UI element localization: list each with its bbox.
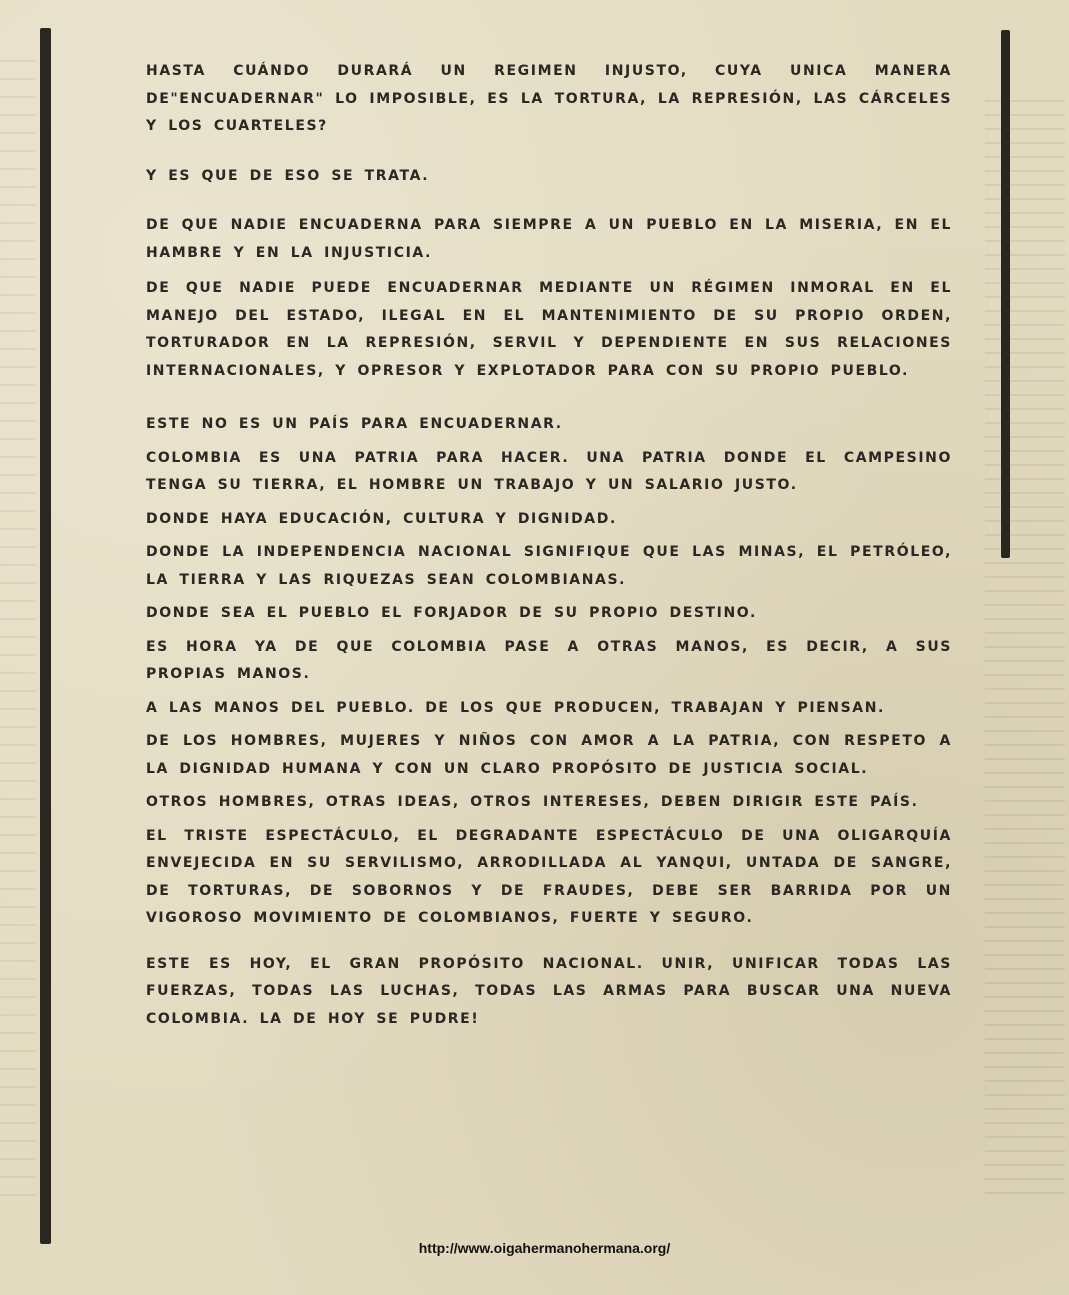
paragraph-2: Y ES QUE DE ESO SE TRATA. bbox=[146, 167, 430, 184]
paragraph-1: HASTA CUÁNDO DURARÁ UN REGIMEN INJUSTO, CUYA UNICA MANERA DE"ENCUADERNAR" LO IMPOSIBLE, ES LA TORTURA, LA REPRESIÓN, LAS CÁRCELES Y LOS CUARTELES? bbox=[146, 63, 952, 134]
article-body bbox=[146, 58, 952, 1033]
paragraph-10: ES HORA YA DE QUE COLOMBIA PASE A OTRAS MANOS, ES DECIR, A SUS PROPIAS MANOS. bbox=[146, 638, 952, 682]
paragraph-12: DE LOS HOMBRES, MUJERES Y NIÑOS CON AMOR A LA PATRIA, CON RESPETO A LA DIGNIDAD HUMANA Y CON UN CLARO PROPÓSITO DE JUSTICIA SOCIAL. bbox=[146, 733, 952, 777]
paragraph-6: COLOMBIA ES UNA PATRIA PARA HACER. UNA PATRIA DONDE EL CAMPESINO TENGA SU TIERRA, EL HOMBRE UN TRABAJO Y UN SALARIO JUSTO. bbox=[146, 449, 952, 493]
bleed-through-right bbox=[985, 100, 1065, 1200]
right-border-rule bbox=[1001, 30, 1010, 558]
paragraph-13: OTROS HOMBRES, OTRAS IDEAS, OTROS INTERESES, DEBEN DIRIGIR ESTE PAÍS. bbox=[146, 794, 919, 810]
paragraph-7: DONDE HAYA EDUCACIÓN, CULTURA Y DIGNIDAD. bbox=[146, 510, 617, 527]
paragraph-8: DONDE LA INDEPENDENCIA NACIONAL SIGNIFIQUE QUE LAS MINAS, EL PETRÓLEO, LA TIERRA Y LAS RIQUEZAS SEAN COLOMBIANAS. bbox=[146, 544, 952, 588]
footer-url: http://www.oigahermanohermana.org/ bbox=[418, 1240, 671, 1256]
left-border-rule bbox=[40, 28, 51, 1244]
paragraph-14: EL TRISTE ESPECTÁCULO, EL DEGRADANTE ESPECTÁCULO DE UNA OLIGARQUÍA ENVEJECIDA EN SU SERVILISMO, ARRODILLADA AL YANQUI, UNTADA DE SANGRE, DE TORTURAS, DE SOBORNOS Y DE FRAUDES, DEBE SER BARRIDA POR UN VIGOROSO MOVIMIENTO DE COLOMBIANOS, FUERTE Y SEGURO. bbox=[146, 827, 952, 926]
paragraph-5: ESTE NO ES UN PAÍS PARA ENCUADERNAR. bbox=[146, 416, 563, 432]
paragraph-11: A LAS MANOS DEL PUEBLO. DE LOS QUE PRODUCEN, TRABAJAN Y PIENSAN. bbox=[146, 699, 885, 716]
paragraph-3: DE QUE NADIE ENCUADERNA PARA SIEMPRE A UN PUEBLO EN LA MISERIA, EN EL HAMBRE Y EN LA INJUSTICIA. bbox=[146, 217, 952, 261]
paragraph-9: DONDE SEA EL PUEBLO EL FORJADOR DE SU PROPIO DESTINO. bbox=[146, 605, 757, 621]
bleed-through-left bbox=[0, 60, 36, 1210]
paragraph-15: ESTE ES HOY, EL GRAN PROPÓSITO NACIONAL. UNIR, UNIFICAR TODAS LAS FUERZAS, TODAS LAS LUCHAS, TODAS LAS ARMAS PARA BUSCAR UNA NUEVA COLOMBIA. LA DE HOY SE PUDRE! bbox=[146, 955, 952, 1027]
paragraph-4: DE QUE NADIE PUEDE ENCUADERNAR MEDIANTE UN RÉGIMEN INMORAL EN EL MANEJO DEL ESTADO, ILEGAL EN EL MANTENIMIENTO DE SU PROPIO ORDEN, TORTURADOR EN LA REPRESIÓN, SERVIL Y DEPENDIENTE EN SUS RELACIONES INTERNACIONALES, Y OPRESOR Y EXPLOTADOR PARA CON SU PROPIO PUEBLO. bbox=[146, 280, 952, 379]
